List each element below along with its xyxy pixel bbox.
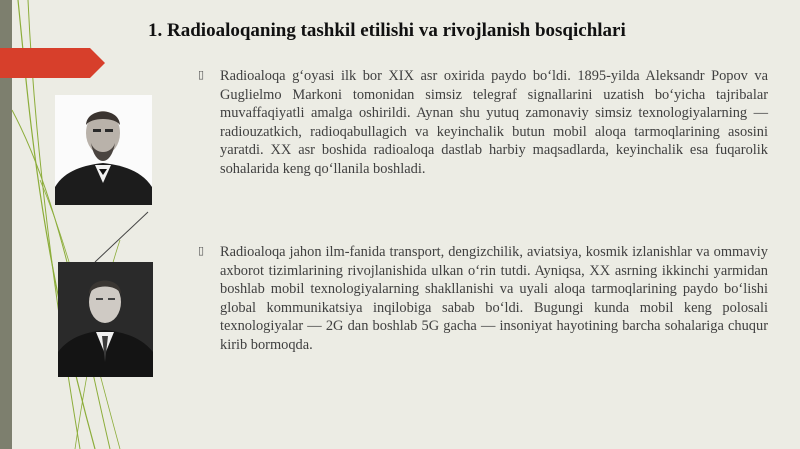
portrait-photo-popov	[55, 95, 152, 205]
paragraph-history: Radioaloqa g‘oyasi ilk bor XIX asr oxirida paydo bo‘ldi. 1895-yilda Aleksandr Popov va Guglielmo Markoni tomonidan simsiz telegraf signallarini uzatish bo‘yicha tajribalar muvaffaqiyatli amalga oshirildi. Aynan shu yutuq zamonaviy simsiz texnologiyalarning — radiouzatkich, radioqabullagich va keyinchalik butun mobil aloqa tarmoqlarining asosini yaratdi. XX asr boshida radioaloqa dastlab harbiy maqsadlarda, keyinchalik esa fuqarolik sohalarida keng qo‘llanila boshladi.	[220, 68, 768, 177]
missing-glyph-icon: ▯	[198, 244, 205, 257]
portrait-photo-marconi	[58, 262, 153, 377]
red-arrow-banner	[0, 48, 105, 78]
missing-glyph-icon: ▯	[198, 68, 205, 81]
slide-title: 1. Radioaloqaning tashkil etilishi va rivojlanish bosqichlari	[148, 20, 626, 41]
paragraph-significance: Radioaloqa jahon ilm-fanida transport, dengizchilik, aviatsiya, kosmik izlanishlar va ommaviy axborot tizimlarining rivojlanishida ulkan o‘rin tutdi. Ayniqsa, XX asrning ikkinchi yarmidan boshlab mobil texnologiyalarning shakllanishi va uyali aloqa tarmoqlarining paydo bo‘lishi global kommunikatsiya inqilobiga sabab bo‘ldi. Bugungi kunda mobil keng polosali texnologiyalar — 2G dan boshlab 5G gacha — insoniyat hayotining barcha sohalariga chuqur kirib bormoqda.	[220, 244, 768, 353]
